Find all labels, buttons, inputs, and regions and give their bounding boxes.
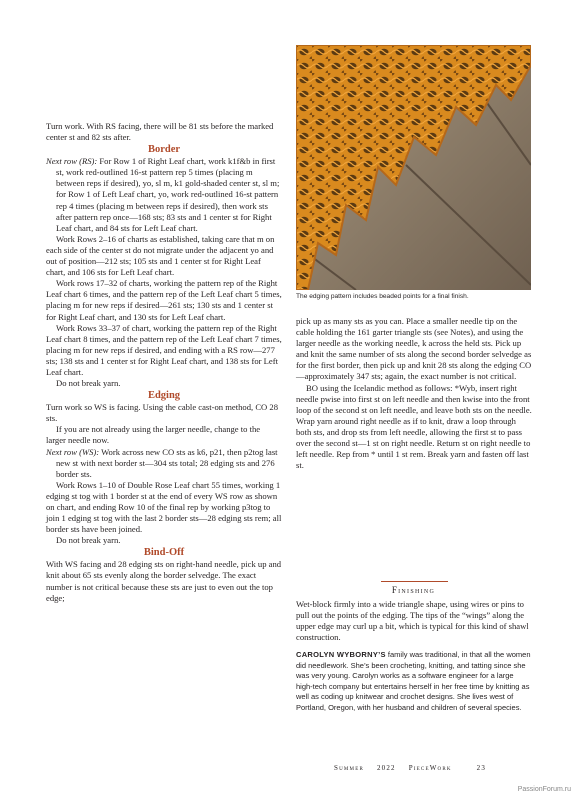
bio-text: family was traditional, in that all the women did needlework. She’s been crocheting, knitting, and tatting since she was very young. Carolyn works as a software engineer for a large high-tech company but entertains herself in her free time by knitting as well as coding up knitwear and crochet designs. She lives west of Portland, Oregon, with her husband and children of several species. — [296, 650, 531, 712]
footer-magazine: PieceWork — [408, 764, 452, 772]
row-text: For Row 1 of Right Leaf chart, work k1f&b in first st, work red-outlined 16-st pattern rep 5 times (placing m between reps if desired), yo, sl m, k1 gold-shaded center st, sl m; for Row 1 of Left Leaf chart, yo, work red-outlined 16-st pattern rep 4 times (placing m between reps if desired), then work sts after pattern rep once—168 sts; 83 sts and 1 center st for Right Leaf chart, and 84 sts for Left Leaf chart. — [56, 156, 280, 233]
section-heading-edging: Edging — [147, 390, 181, 402]
paragraph: Work Rows 33–37 of chart, working the pattern rep of the Right Leaf chart 8 times, and the pattern rep of the Left Leaf chart 7 times, placing m for new reps if desired, and ending with a RS row—277 sts; 138 sts and 1 center st for Right Leaf chart, and 138 sts for Left Leaf chart. — [46, 322, 282, 377]
watermark: PassionForum.ru — [517, 786, 571, 793]
author-bio — [296, 650, 532, 713]
knitted-lace-photo — [296, 45, 531, 290]
row-text: Work across new CO sts as k6, p21, then p2tog last new st with next border st—304 sts total; 28 edging sts and 276 border sts. — [56, 446, 278, 479]
row-label: Next row (RS): — [46, 156, 98, 167]
paragraph: Do not break yarn. — [56, 378, 121, 389]
section-divider — [381, 581, 448, 582]
paragraph: pick up as many sts as you can. Place a smaller needle tip on the cable holding the 161 garter triangle sts (see Notes), and using the larger needle as the working needle, k across the held sts. Pick up and knit the same number of sts along the second border selvedge as for the first border, then pick up and knit 28 sts along the edging CO—approximately 347 sts; again, the exact number is not critical. — [296, 316, 532, 382]
paragraph — [46, 156, 282, 234]
right-column — [296, 316, 532, 471]
paragraph: BO using the Icelandic method as follows: *Wyb, insert right needle pwise into first st on left needle and then kwise into the front loop of the second st on left needle, and leave both sts on the needle. Wrap yarn around right needle as if to knit, draw a loop through both sts, and drop sts from left needle, allowing the first st to pass over the second st—1 st on right needle. Return st on right needle to left needle. Rep from * until 1 st rem. Break yarn and fasten off last st. — [296, 382, 532, 471]
section-heading-border: Border — [147, 144, 181, 156]
paragraph: Wet-block firmly into a wide triangle shape, using wires or pins to pull out the points of the edging. The tips of the “wings” along the upper edge may curl up a bit, which is typical for this kind of shawl construction. — [296, 599, 529, 643]
paragraph: Do not break yarn. — [56, 535, 121, 546]
paragraph: Work Rows 1–10 of Double Rose Leaf chart 55 times, working 1 edging st tog with 1 border st at the end of every WS row as shown on chart, and ending Row 10 of the final rep by working p3tog to join 1 edging st tog with the last 2 border sts—28 edging sts rem; all border sts have been joined. — [46, 479, 282, 535]
footer-year: 2022 — [376, 764, 396, 772]
paragraph: Work rows 17–32 of charts, working the pattern rep of the Right Leaf chart 6 times, and the pattern rep of the Left Leaf chart 5 times, placing m for new reps if desired—261 sts; 130 sts and 1 center st for Right Leaf chart, and 130 sts for Left Leaf chart. — [46, 278, 282, 322]
row-label: Next row (WS): — [46, 446, 100, 457]
paragraph: If you are not already using the larger needle, change to the larger needle now. — [46, 424, 261, 446]
page-footer — [334, 764, 496, 772]
section-heading-finishing: Finishing — [391, 585, 436, 595]
paragraph — [46, 447, 282, 480]
page-number: 23 — [476, 764, 487, 772]
lace-illustration — [296, 45, 531, 290]
photo-caption: The edging pattern includes beaded points for a final finish. — [296, 293, 469, 300]
footer-season: Summer — [334, 764, 364, 772]
paragraph: Work Rows 2–16 of charts as established, taking care that m on each side of the center st do not migrate under the adjacent yo and out of position—212 sts; 105 sts and 1 center st for Right Leaf chart, and 106 sts for Left Leaf chart. — [46, 233, 275, 278]
paragraph: Turn work so WS is facing. Using the cable cast-on method, CO 28 sts. — [46, 402, 279, 424]
left-column — [46, 121, 282, 604]
author-name: CAROLYN WYBORNY’S — [296, 650, 386, 660]
paragraph: Turn work. With RS facing, there will be 81 sts before the marked center st and 82 sts after. — [46, 121, 274, 143]
finishing-text — [296, 599, 532, 713]
section-heading-bindoff: Bind-Off — [143, 547, 185, 559]
paragraph: With WS facing and 28 edging sts on right-hand needle, pick up and knit about 65 sts evenly along the border selvedge. The exact number is not critical because these sts are just to even out the top edge; — [46, 559, 282, 603]
